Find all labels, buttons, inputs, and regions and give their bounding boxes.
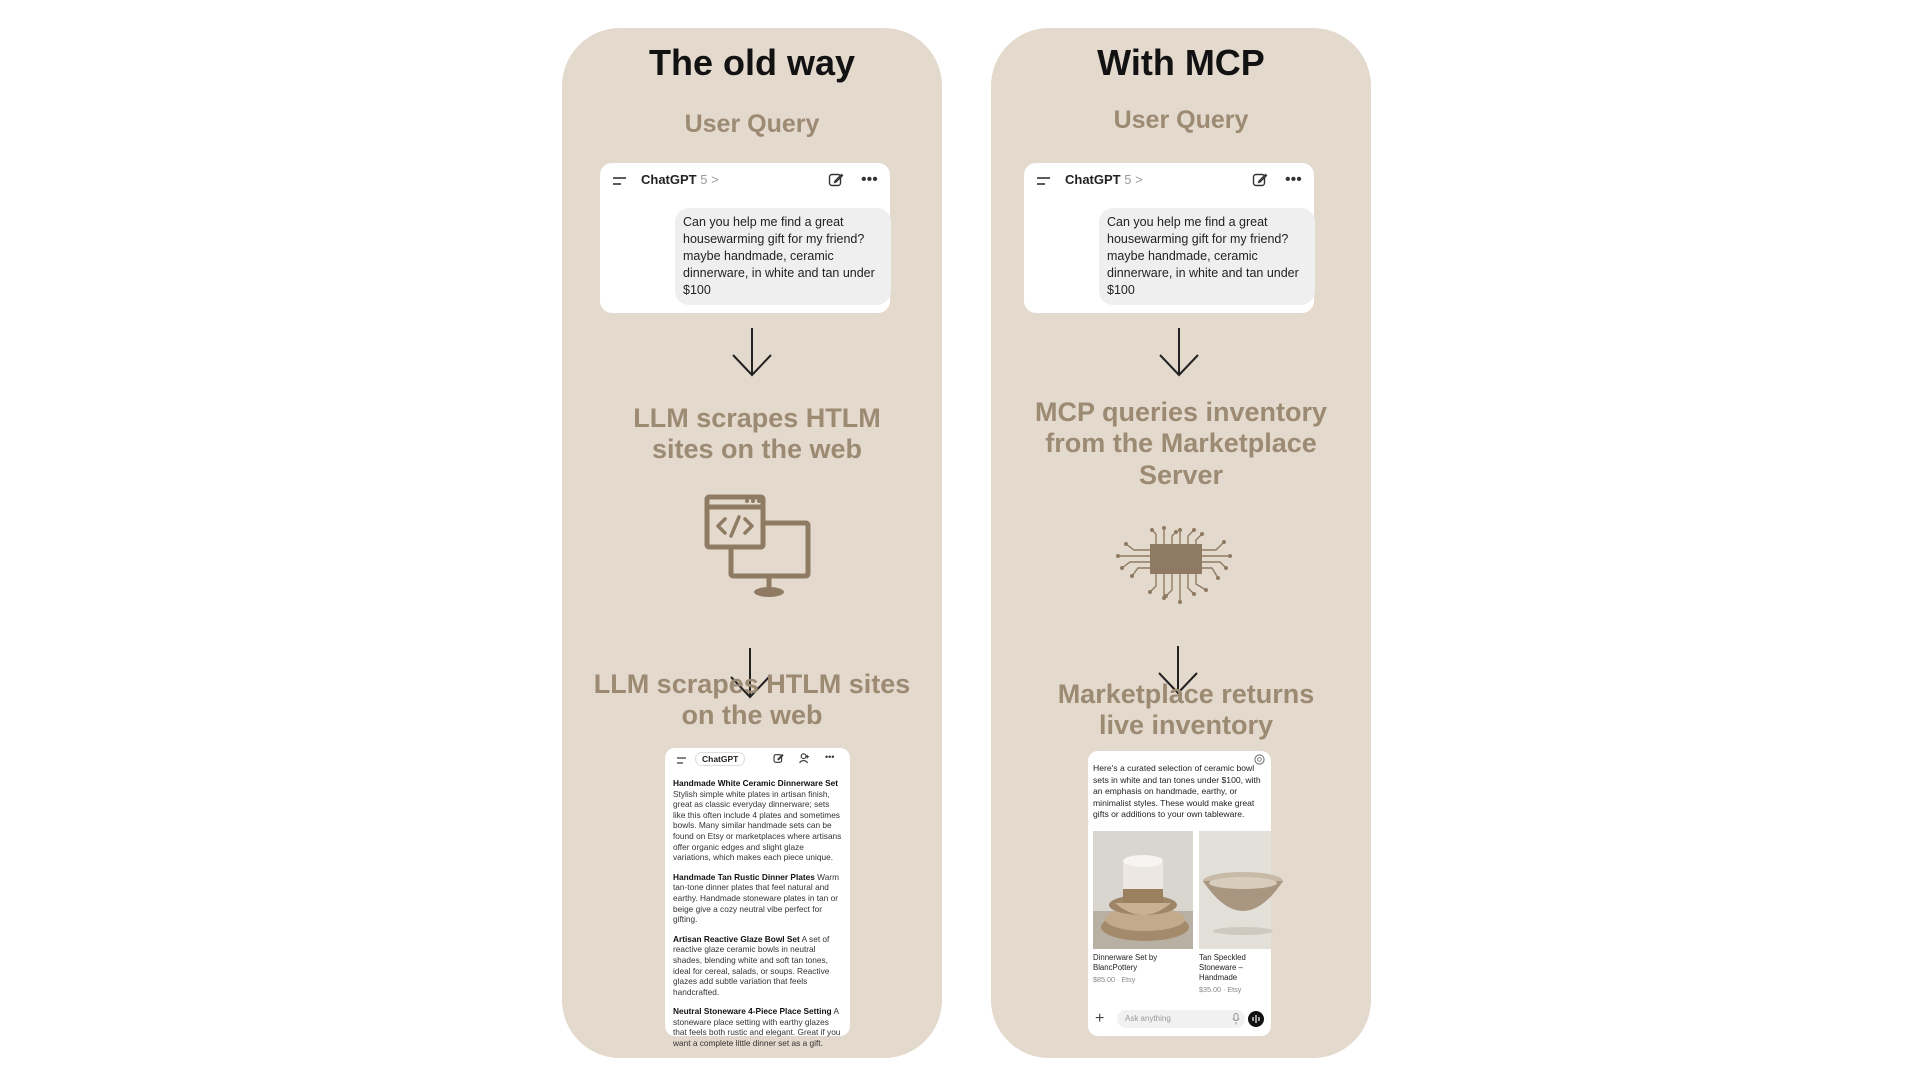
response-item (673, 1006, 842, 1048)
panel-title: With MCP (1097, 42, 1265, 83)
app-name[interactable]: ChatGPT (695, 752, 745, 766)
text-response-screen (665, 748, 850, 1049)
step-label: Marketplace returns live inventory (1057, 679, 1315, 741)
product-price: $85.00 · Etsy (1093, 975, 1136, 984)
response-intro-text: Here's a curated selection of ceramic bowl sets in white and tan tones under $100, with an emphasis on handmade, earthy, or minimalist styles. These would make great gifts or additions to your own tableware. (1093, 763, 1261, 819)
voice-mode-icon[interactable] (1248, 1011, 1264, 1027)
user-query-label: User Query (684, 110, 820, 138)
step-label: LLM scrapes HTLM sites on the web (633, 403, 881, 465)
down-arrow-icon (730, 328, 774, 378)
composer-bar (1093, 1008, 1266, 1030)
add-person-icon[interactable] (799, 753, 810, 764)
chat-window (1024, 163, 1314, 313)
response-header (665, 748, 850, 772)
product-name: Dinnerware Set by BlancPottery (1093, 953, 1158, 972)
menu-icon[interactable] (677, 757, 687, 764)
user-query-label: User Query (1113, 106, 1249, 134)
response-item-title: Artisan Reactive Glaze Bowl Set (673, 933, 800, 944)
more-options-icon[interactable]: ••• (861, 171, 878, 188)
product-image[interactable] (1199, 831, 1271, 949)
code-monitor-icon (703, 491, 813, 601)
user-message-bubble: Can you help me find a great housewarming gift for my friend? maybe handmade, ceramic dinnerware, in white and tan under $100 (675, 208, 891, 305)
user-message-bubble: Can you help me find a great housewarming gift for my friend? maybe handmade, ceramic dinnerware, in white and tan under $100 (1099, 208, 1315, 305)
plus-icon[interactable]: + (1095, 1010, 1105, 1027)
down-arrow-icon (1157, 328, 1201, 378)
response-item (673, 872, 842, 925)
response-item-text: A set of reactive glaze ceramic bowls in neutral shades, blending white and soft tan tones, ideal for cereal, salads, or soups. Reactive glazes add subtle variation that feels handcrafted. (673, 933, 830, 997)
response-item-text: Warm tan-tone dinner plates that feel natural and earthy. Handmade stoneware plates in tan or beige give a cozy neutral vibe perfect for gifting. (673, 871, 839, 925)
step-label: LLM scrapes HTLM sites on the web (593, 669, 911, 731)
response-item-title: Handmade Tan Rustic Dinner Plates (673, 871, 815, 882)
response-item (673, 778, 842, 863)
edit-icon[interactable] (773, 753, 784, 764)
product-card[interactable] (1199, 831, 1271, 994)
menu-icon[interactable] (613, 176, 627, 186)
edit-icon[interactable] (1252, 172, 1268, 188)
response-item-text: A stoneware place setting with earthy glazes that feels both rustic and elegant. Great if you want a complete little dinner set as a gift. (673, 1006, 841, 1049)
panel-title: The old way (648, 42, 856, 83)
more-options-icon[interactable]: ••• (1285, 171, 1302, 188)
chat-window (600, 163, 890, 313)
product-image[interactable] (1093, 831, 1193, 949)
product-name: Tan Speckled Stoneware – Handmade (1199, 953, 1246, 982)
app-name[interactable]: ChatGPT 5 > (1065, 172, 1143, 187)
step-label: MCP queries inventory from the Marketplace Server (1034, 397, 1328, 490)
response-item-title: Neutral Stoneware 4-Piece Place Setting (673, 1006, 832, 1017)
more-options-icon[interactable]: ••• (825, 752, 835, 762)
product-card[interactable] (1093, 831, 1193, 984)
edit-icon[interactable] (828, 172, 844, 188)
response-item-text: Stylish simple white plates in artisan finish, great as classic everyday dinnerware; sets like this often include 4 plates and sometimes bowls. Many similar handmade sets can be found on Etsy or marketplaces where artisans offer organic edges and slight glaze variations, which makes each piece unique. (673, 788, 842, 863)
menu-icon[interactable] (1037, 176, 1051, 186)
app-name[interactable]: ChatGPT 5 > (641, 172, 719, 187)
with-mcp-panel (991, 28, 1371, 1058)
response-item-title: Handmade White Ceramic Dinnerware Set (673, 778, 839, 788)
response-list (673, 778, 842, 1058)
old-way-panel (562, 28, 942, 1058)
ask-input[interactable]: Ask anything (1117, 1010, 1245, 1028)
microphone-icon[interactable] (1232, 1013, 1240, 1025)
product-price: $35.00 · Etsy (1199, 985, 1242, 994)
response-item (673, 934, 842, 998)
marketplace-response-screen (1088, 751, 1271, 1036)
circuit-chip-icon (1116, 526, 1232, 642)
